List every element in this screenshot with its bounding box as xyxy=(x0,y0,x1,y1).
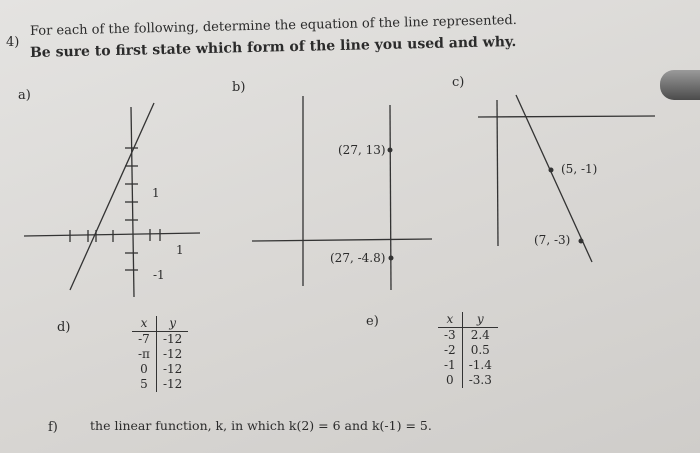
header-y: y xyxy=(156,316,188,332)
graph-c-point-bottom xyxy=(579,239,584,244)
question-instruction: For each of the following, determine the equation of the line represented. xyxy=(29,12,518,39)
cell-y: -12 xyxy=(162,332,183,346)
cell-y: 0.5 xyxy=(470,343,490,357)
cell-x: 0 xyxy=(132,362,156,377)
part-a-label: a) xyxy=(18,88,31,103)
cell-y: 2.4 xyxy=(470,328,490,342)
graph-a-tick-y-neg: -1 xyxy=(153,268,165,282)
graph-c-label-top: (5, -1) xyxy=(561,162,598,176)
graph-b-x-axis xyxy=(252,239,432,241)
table-header-row xyxy=(438,312,498,328)
cell-x: 0 xyxy=(438,373,462,388)
graph-c-label-bottom: (7, -3) xyxy=(534,233,571,247)
graph-a-tick-y-pos: 1 xyxy=(152,186,160,200)
table-row xyxy=(132,332,188,348)
graph-a xyxy=(24,103,200,297)
graph-b-label-top: (27, 13) xyxy=(338,143,386,157)
graph-c-x-axis xyxy=(478,116,655,117)
table-row xyxy=(132,362,188,377)
graph-a-line xyxy=(70,103,154,290)
part-e-table xyxy=(438,312,498,388)
part-d-table xyxy=(132,316,188,392)
graph-b-label-bottom: (27, -4.8) xyxy=(330,251,386,265)
header-x: x xyxy=(132,316,156,332)
part-e-label: e) xyxy=(366,314,379,329)
graph-b-line xyxy=(390,105,391,290)
part-c-label: c) xyxy=(452,75,465,90)
graph-a-y-ticks xyxy=(125,148,138,270)
graph-a-tick-x-pos: 1 xyxy=(176,243,184,257)
cell-y: -1.4 xyxy=(468,358,492,372)
part-f-label: f) xyxy=(48,420,58,435)
question-emphasis: Be sure to first state which form of the line you used and why. xyxy=(29,33,517,61)
table-row xyxy=(438,358,498,373)
graph-a-x-axis xyxy=(24,233,200,236)
graph-b-point-bottom xyxy=(389,256,394,261)
graph-c-y-axis xyxy=(497,100,498,246)
table-row xyxy=(438,373,498,388)
cell-x: -3 xyxy=(438,328,462,344)
graph-c-point-top xyxy=(549,168,554,173)
cell-x: -2 xyxy=(438,343,462,358)
table-row xyxy=(132,347,188,362)
cell-x: -π xyxy=(132,347,156,362)
question-number: 4) xyxy=(6,35,20,50)
cell-x: -7 xyxy=(132,332,156,348)
cell-y: -12 xyxy=(162,377,183,391)
cell-x: -1 xyxy=(438,358,462,373)
table-row xyxy=(438,328,498,344)
graph-b-point-top xyxy=(388,148,393,153)
header-y: y xyxy=(462,312,498,328)
cell-y: -12 xyxy=(162,362,183,376)
cell-x: 5 xyxy=(132,377,156,392)
header-x: x xyxy=(438,312,462,328)
cell-y: -12 xyxy=(162,347,183,361)
part-b-label: b) xyxy=(232,80,246,95)
table-row xyxy=(132,377,188,392)
part-f-text: the linear function, k, in which k(2) = 6 and k(-1) = 5. xyxy=(90,418,432,433)
table-header-row xyxy=(132,316,188,332)
table-row xyxy=(438,343,498,358)
cell-y: -3.3 xyxy=(468,373,492,387)
part-d-label: d) xyxy=(57,320,71,335)
